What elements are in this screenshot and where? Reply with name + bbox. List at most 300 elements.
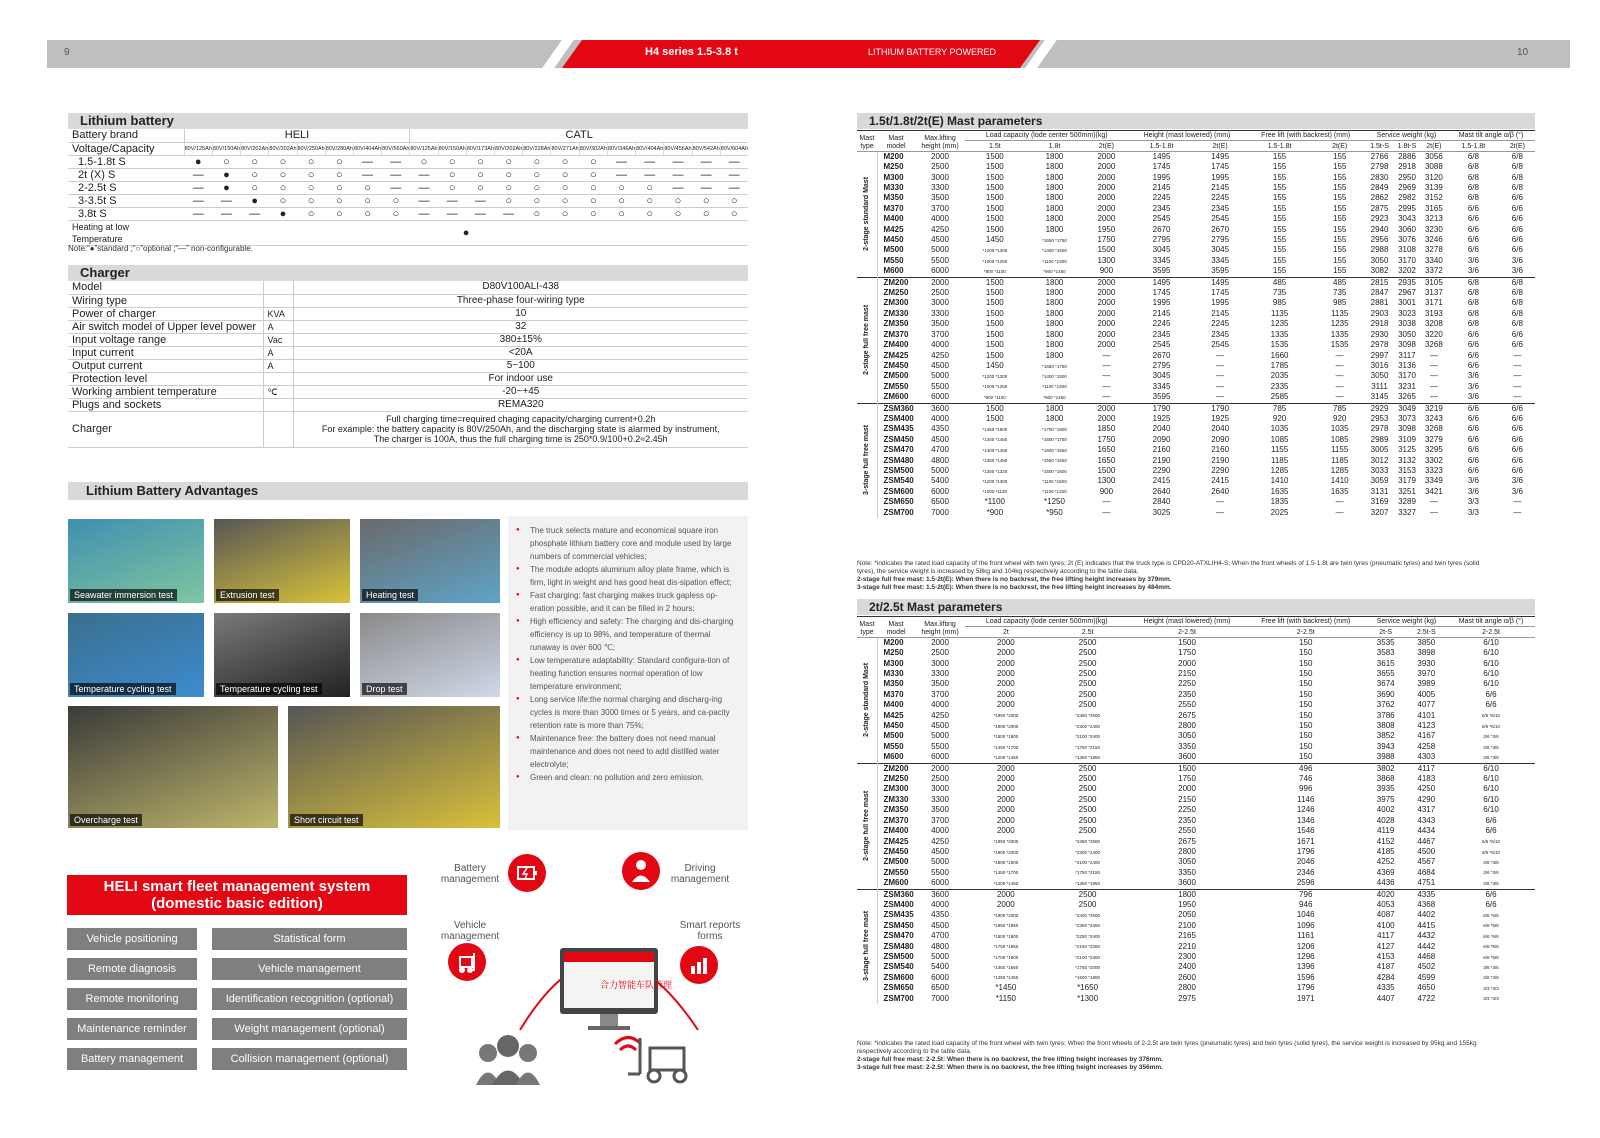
mast-value: 985 <box>1333 298 1347 308</box>
mast-row <box>857 351 1535 361</box>
mast-value: 1500 <box>985 214 1004 224</box>
mast-row <box>857 361 1535 371</box>
mast-value: 4700 <box>931 445 949 455</box>
mast-value: 2345 <box>1152 203 1171 213</box>
mast-model: ZSM435 <box>883 424 914 434</box>
config-cell: — <box>241 207 269 220</box>
col-subheader: 2t-S <box>1366 627 1406 637</box>
test-photo <box>68 613 204 697</box>
mast-value: 150 <box>1299 741 1313 751</box>
mast-value: *1950 *2000 <box>993 713 1019 719</box>
config-cell: ○ <box>325 207 353 220</box>
mast-value: 2000 <box>965 763 1047 774</box>
mast-value: 6/6 *6/10 <box>1482 849 1501 855</box>
advantage-item: ● Maintenance free: the battery does not need manual maintenance and does not need to add distilled water electrolyte; <box>530 732 738 771</box>
config-cell: ○ <box>353 207 381 220</box>
mast-value: 6/10 <box>1483 669 1499 678</box>
mast-value: 3012 <box>1370 455 1389 465</box>
mast-value: 2545 <box>1211 214 1230 224</box>
charger-value: 380±15% <box>293 333 748 346</box>
test-photo <box>288 706 500 828</box>
charger-unit <box>263 281 293 294</box>
mast-value: 6/6 <box>1511 424 1523 434</box>
mast-model: ZM450 <box>883 846 909 856</box>
charger-unit: A <box>263 320 293 333</box>
mast-value: 4000 <box>931 340 949 350</box>
config-cell: ○ <box>523 194 551 207</box>
mast-value: 3136 <box>1398 360 1416 370</box>
mast-value: — <box>1216 497 1225 507</box>
mast-value: 1800 <box>1045 288 1064 298</box>
mast-model: ZSM360 <box>877 889 915 900</box>
mast-value: 1155 <box>1270 445 1289 455</box>
mast-value: 2000 <box>915 763 965 774</box>
mast-model: M250 <box>883 648 904 658</box>
mast-value: 1335 <box>1270 329 1289 339</box>
mast-value: 155 <box>1333 203 1347 213</box>
col-subheader: 2t(E) <box>1500 141 1535 151</box>
mast-value: 2670 <box>1152 224 1171 234</box>
mast-value: 3500 <box>931 193 949 203</box>
mast-value: 1335 <box>1330 329 1349 339</box>
mast-value: 3049 <box>1393 403 1420 414</box>
mast-value: 3700 <box>931 329 949 339</box>
mast-value: 1950 <box>1097 224 1116 234</box>
config-cell: — <box>692 155 720 168</box>
col-subheader: 1.5-1.8t <box>1246 141 1314 151</box>
test-photo <box>360 613 500 697</box>
mast-value: 2000 <box>1097 319 1116 329</box>
mast-value: 1135 <box>1331 308 1349 318</box>
mast-row <box>857 288 1535 298</box>
mast-value: 1995 <box>1211 172 1230 182</box>
config-cell: ○ <box>551 207 579 220</box>
mast-value: 1500 <box>985 224 1004 234</box>
mast-value: 2640 <box>1211 486 1230 496</box>
mast-value: 3600 <box>915 403 965 414</box>
mast-value: 6/6 <box>1511 434 1523 444</box>
mast-value: 2550 <box>1178 700 1196 710</box>
mast-value: 1500 <box>1097 245 1116 255</box>
charger-label: Output current <box>68 359 263 372</box>
mast-value: 900 <box>1099 486 1114 496</box>
mast-value: 1596 <box>1296 972 1315 982</box>
mast-value: — <box>1335 392 1344 402</box>
mast-value: 3202 <box>1398 266 1416 276</box>
config-cell: ○ <box>607 181 635 194</box>
mast-value: 5500 <box>931 741 949 751</box>
mast-value: 3/6 <box>1511 476 1523 486</box>
mast-model: M350 <box>883 193 904 203</box>
mast-model: M300 <box>883 172 904 182</box>
mast-value: 1410 <box>1330 476 1349 486</box>
mast-value: 796 <box>1246 889 1366 900</box>
mast-value: 1085 <box>1330 434 1349 444</box>
mast-value: *2250 *2400 <box>1075 933 1100 939</box>
mast-row <box>857 340 1535 350</box>
mast-value: 3500 <box>931 805 949 815</box>
charger-value: -20~+45 <box>293 385 748 398</box>
vehicle-management-label: Vehicle management <box>440 920 500 942</box>
mast-value: 3/6 <box>1467 476 1479 486</box>
mast-value: 1296 <box>1296 951 1315 961</box>
mast-value: 3243 <box>1424 413 1443 423</box>
mast-value: — <box>1102 392 1111 402</box>
mast-value: 150 <box>1246 637 1366 648</box>
mast-model: M550 <box>883 255 904 265</box>
brand-catl: CATL <box>410 129 748 142</box>
page-number-left: 9 <box>64 47 70 58</box>
advantages-list <box>530 524 738 784</box>
mast-value: 4167 <box>1417 731 1436 741</box>
col-header: Height (mast lowered) (mm) <box>1128 131 1245 141</box>
mast-value: 1500 <box>985 162 1004 172</box>
mast-value: 3/6 <box>1467 381 1479 391</box>
mast-value: 3025 <box>1152 507 1171 517</box>
mast-row <box>857 763 1535 774</box>
config-cell: — <box>692 168 720 181</box>
mast-model: ZM600 <box>883 392 909 402</box>
row-label: 3.8t S <box>68 207 184 220</box>
mast-value: 485 <box>1314 277 1366 288</box>
config-cell: ○ <box>692 194 720 207</box>
mast-value: 4020 <box>1366 889 1406 900</box>
mast-value: 6/6 <box>1511 413 1523 423</box>
photo-caption: Temperature cycling test <box>216 683 322 695</box>
mast-value: 1206 <box>1296 941 1315 951</box>
mast-model: ZM370 <box>883 815 909 825</box>
mast-value: 1285 <box>1270 465 1289 475</box>
mast-value: 4599 <box>1417 972 1436 982</box>
mast-value: *900 *1450 <box>1043 394 1066 400</box>
mast-value: 6000 <box>931 486 949 496</box>
mast-value: 1800 <box>1025 277 1085 288</box>
mast-value: 2918 <box>1398 162 1416 172</box>
mast-value: 4500 <box>1417 846 1436 856</box>
mast-value: 3098 <box>1398 340 1416 350</box>
mast-value: *1350 *1450 <box>982 458 1008 464</box>
mast-value: 1495 <box>1195 151 1246 162</box>
person-icon <box>516 1073 540 1086</box>
mast-value: 1500 <box>985 308 1004 318</box>
capacity-row <box>68 142 748 155</box>
advantage-item: ● The truck selects mature and economical square iron phosphate lithium battery core and module used by large numbers of commercial vehicles; <box>530 524 738 563</box>
mast-value: 4185 <box>1376 846 1395 856</box>
config-cell: — <box>607 168 635 181</box>
mast-value: 2500 <box>1078 679 1097 689</box>
mast-value: *1700 *1800 <box>993 954 1019 960</box>
test-photo <box>360 519 500 603</box>
mast-row <box>857 942 1535 952</box>
config-cell: ○ <box>523 155 551 168</box>
mast-value: *1200 *1300 <box>982 479 1008 485</box>
config-cell: ○ <box>325 155 353 168</box>
mast-value: 1800 <box>1045 340 1064 350</box>
mast-value: 2000 <box>996 794 1015 804</box>
mast-value: 3050 <box>1370 371 1389 381</box>
mast-value: 2345 <box>1211 329 1230 339</box>
mast-value: 485 <box>1246 277 1314 288</box>
smart-reports-icon <box>680 946 718 984</box>
mast-value: 4434 <box>1417 826 1436 836</box>
mast-value: 4500 <box>931 846 949 856</box>
mast-value: *1700 *1800 <box>1042 427 1067 433</box>
mast-value: *1150 <box>995 993 1017 1003</box>
mast-value: 2150 <box>1178 669 1196 678</box>
battery-row <box>68 155 748 168</box>
capacity-cell: 80V/456Ah <box>664 142 692 155</box>
mast-value: 2875 <box>1370 203 1389 213</box>
mast-model: M200 <box>877 151 915 162</box>
mast-value: 1850 <box>1097 424 1116 434</box>
mast-value: 3076 <box>1398 235 1416 245</box>
mast-row <box>857 309 1535 319</box>
mast-value: 1925 <box>1211 413 1230 423</box>
mast-model: M300 <box>883 658 904 668</box>
mast-value: 1300 <box>1097 476 1116 486</box>
config-cell: ○ <box>325 168 353 181</box>
mast-value: 4368 <box>1417 899 1436 909</box>
mast-value: 2967 <box>1398 288 1416 298</box>
mast-value: 3279 <box>1424 434 1443 444</box>
charger-unit <box>263 372 293 385</box>
mast-value: — <box>1102 350 1111 360</box>
mast-value: 4290 <box>1417 794 1436 804</box>
mast-value: 3231 <box>1398 381 1416 391</box>
mast-value: 2550 <box>1178 826 1196 836</box>
mast-value: 1971 <box>1296 993 1315 1003</box>
mast-value: *1600 *1750 <box>1042 437 1067 443</box>
mast-value: 1800 <box>1045 172 1064 182</box>
col-header: Mast tilt angle α/β (°) <box>1447 131 1535 141</box>
mast-value: 2950 <box>1398 172 1416 182</box>
mast-value: 1500 <box>985 298 1004 308</box>
config-cell: — <box>382 155 410 168</box>
mast-value: 2000 <box>996 805 1015 815</box>
mast-value: *1300 <box>1077 993 1099 1003</box>
mast-value: 2415 <box>1211 476 1230 486</box>
mast-value: 2000 <box>1097 298 1116 308</box>
series-title: H4 series 1.5-3.8 t <box>645 46 738 58</box>
mast-value: 3327 <box>1398 507 1416 517</box>
config-cell: ○ <box>692 207 720 220</box>
config-cell: — <box>410 194 438 207</box>
mast-value: 3050 <box>1370 255 1389 265</box>
mast-value: 6/6 *6/10 <box>1482 839 1501 845</box>
mast-value: 996 <box>1299 784 1313 794</box>
mast-value: 6/8 <box>1511 308 1523 318</box>
mast-value: 155 <box>1272 245 1287 255</box>
mast-value: 1835 <box>1270 497 1289 507</box>
mast-value: 4002 <box>1376 805 1395 815</box>
mast-model: M500 <box>883 245 904 255</box>
config-cell: — <box>410 181 438 194</box>
mast-value: 6/10 <box>1447 637 1535 648</box>
mast-row <box>857 277 1535 288</box>
mast-value: 6/6 <box>1485 700 1497 710</box>
mast-value: 4183 <box>1417 774 1436 784</box>
mast-value: 1800 <box>1045 298 1064 308</box>
mast-value: *1250 <box>1044 497 1065 507</box>
charger-label: Input voltage range <box>68 333 263 346</box>
capacity-cell: 80V/125Ah <box>410 142 438 155</box>
mast-value: *1100 <box>984 497 1005 507</box>
mast-value: 3165 <box>1424 203 1443 213</box>
config-cell: — <box>664 168 692 181</box>
mast-row <box>857 752 1535 763</box>
mast-value: 150 <box>1299 658 1313 668</box>
formula-line: Full charging time=required chaging capacity/charging current+0.2h <box>386 414 656 424</box>
mast-value: 2795 <box>1211 235 1230 245</box>
config-cell: ○ <box>241 181 269 194</box>
mast-value: 1800 <box>1045 162 1064 172</box>
mast-model: M600 <box>883 266 904 276</box>
config-cell: — <box>466 194 494 207</box>
col-subheader: 2t(E) <box>1084 141 1128 151</box>
mast-value: 2500 <box>1078 794 1097 804</box>
mast-value: 6/6 *6/10 <box>1482 713 1501 719</box>
mast-value: 3850 <box>1406 637 1448 648</box>
charger-value: <20A <box>293 346 748 359</box>
mast-value: 5500 <box>931 381 949 391</box>
mast-value: *1750 *2150 <box>1075 744 1100 750</box>
mast-value: 2300 <box>1178 951 1196 961</box>
mast-value: 3131 <box>1370 486 1389 496</box>
mast-value: 155 <box>1333 183 1347 192</box>
col-subheader: 2t(E) <box>1195 141 1246 151</box>
mast-value: 4800 <box>931 455 949 465</box>
mast-value: *2100 *2400 <box>1075 734 1100 740</box>
mast-value: 3179 <box>1398 476 1416 486</box>
mast-value: 2250 <box>1178 679 1196 689</box>
mast-value: 1235 <box>1330 319 1349 329</box>
mast-value: 2975 <box>1178 993 1196 1003</box>
config-cell: ○ <box>636 207 664 220</box>
mast-value: 4077 <box>1417 700 1436 710</box>
row-label: Voltage/Capacity <box>68 142 184 155</box>
col-subheader: 2t <box>965 627 1047 637</box>
mast-row <box>857 382 1535 392</box>
mast-model: ZM500 <box>883 857 909 867</box>
mast-value: 920 <box>1272 413 1287 423</box>
advantage-item: ● Green and clean: no pollution and zero emission. <box>530 771 738 784</box>
mast-value: 1500 <box>985 329 1004 339</box>
mast-value: 2500 <box>931 774 949 784</box>
mast-value: 1450 <box>985 235 1004 245</box>
mast1-note <box>857 560 1535 592</box>
mast-value: 3/6 <box>1511 255 1523 265</box>
mast-value: 6/8 <box>1511 319 1523 329</box>
page-number-right: 10 <box>1517 47 1529 58</box>
mast-value: 2830 <box>1370 172 1389 182</box>
mast-value: 6500 <box>931 497 949 507</box>
mast-value: 6/8 <box>1511 162 1523 172</box>
mast-model: ZM450 <box>883 360 909 370</box>
config-cell: ○ <box>241 168 269 181</box>
mast-value: 6/6 <box>1511 455 1523 465</box>
mast-model: ZSM700 <box>883 507 914 517</box>
charger-unit: KVA <box>263 307 293 320</box>
mast-value: 2000 <box>1097 214 1116 224</box>
mast-value: 3/6 *3/6 <box>1483 880 1499 886</box>
battery-management-icon <box>508 854 546 892</box>
mast-value: 1800 <box>1025 403 1085 414</box>
config-cell: ○ <box>353 181 381 194</box>
row-label: 1.5-1.8t S <box>68 155 184 168</box>
mast-value: 3/6 *3/6 <box>1483 870 1499 876</box>
col-subheader: 2t(E) <box>1421 141 1447 151</box>
charger-unit: Vac <box>263 333 293 346</box>
mast-value: 1500 <box>965 151 1025 162</box>
note-line: 2-stage full free mast: 2-2.5t: When there is no backrest, the free lifting height increases by 376mm. <box>857 1056 1163 1063</box>
config-cell: ○ <box>523 181 551 194</box>
mast-value: 6/8 <box>1447 151 1500 162</box>
mast-row <box>857 795 1535 805</box>
capacity-cell: 80V/250Ah <box>297 142 325 155</box>
mast-value: 1450 <box>985 360 1004 370</box>
charger-label: Protection level <box>68 372 263 385</box>
mast-row <box>857 857 1535 867</box>
mast-value: 155 <box>1333 162 1347 172</box>
mast-value: 3/6 <box>1467 266 1479 276</box>
mast-model: ZSM500 <box>883 951 914 961</box>
mast-value: 2500 <box>1078 689 1097 699</box>
mast-model: ZSM700 <box>883 993 914 1003</box>
mast-value: 155 <box>1333 172 1347 182</box>
mast-value: 2798 <box>1370 162 1389 172</box>
mast-value: 4127 <box>1376 941 1395 951</box>
config-cell: ○ <box>720 207 748 220</box>
mast-value: 3230 <box>1424 224 1443 234</box>
mast-value: 6000 <box>931 878 949 888</box>
mast-value: 4250 <box>931 836 949 846</box>
mast-value: 2090 <box>1211 434 1230 444</box>
mast-value: 3109 <box>1398 434 1416 444</box>
mast-value: 3852 <box>1376 731 1395 741</box>
mast-value: 1500 <box>1097 465 1116 475</box>
mast-value: — <box>1429 392 1438 402</box>
mast-value: 3220 <box>1424 329 1443 339</box>
mast-model: ZM330 <box>883 794 909 804</box>
mast-value: 3975 <box>1376 794 1395 804</box>
mast-model: M450 <box>883 721 904 731</box>
mast-value: 2800 <box>1178 983 1196 993</box>
header-row <box>857 131 1535 141</box>
mast-value: *1450 *1700 <box>993 744 1019 750</box>
mast-value: 1535 <box>1330 340 1349 350</box>
mast-row <box>857 256 1535 266</box>
mast-value: 4000 <box>931 413 949 423</box>
config-cell: — <box>410 168 438 181</box>
mast-value: *1750 *2000 <box>1075 965 1100 971</box>
mast-value: 3050 <box>1178 731 1196 741</box>
mast2-note <box>857 1040 1535 1072</box>
advantage-item: ● High efficiency and safety: The charging and dis-charging efficiency is up to 98%, and temperature of thermal runaway is over 600 ℃; <box>530 615 738 654</box>
mast-value: 4502 <box>1417 962 1436 972</box>
mast-value: 155 <box>1272 172 1287 182</box>
mast-value: 2046 <box>1296 857 1315 867</box>
mast-value: 3125 <box>1398 445 1416 455</box>
mast-row <box>857 659 1535 669</box>
mast-value: 2918 <box>1370 319 1389 329</box>
capacity-cell: 80V/346Ah <box>607 142 635 155</box>
mast-value: 3898 <box>1417 648 1436 658</box>
fleet-title-line1: HELI smart fleet management system <box>103 878 371 895</box>
mast-value: *2300 *2400 <box>1075 849 1100 855</box>
charger-value: 32 <box>293 320 748 333</box>
mast-value: 3988 <box>1376 752 1395 762</box>
mast-value: 3098 <box>1398 424 1416 434</box>
